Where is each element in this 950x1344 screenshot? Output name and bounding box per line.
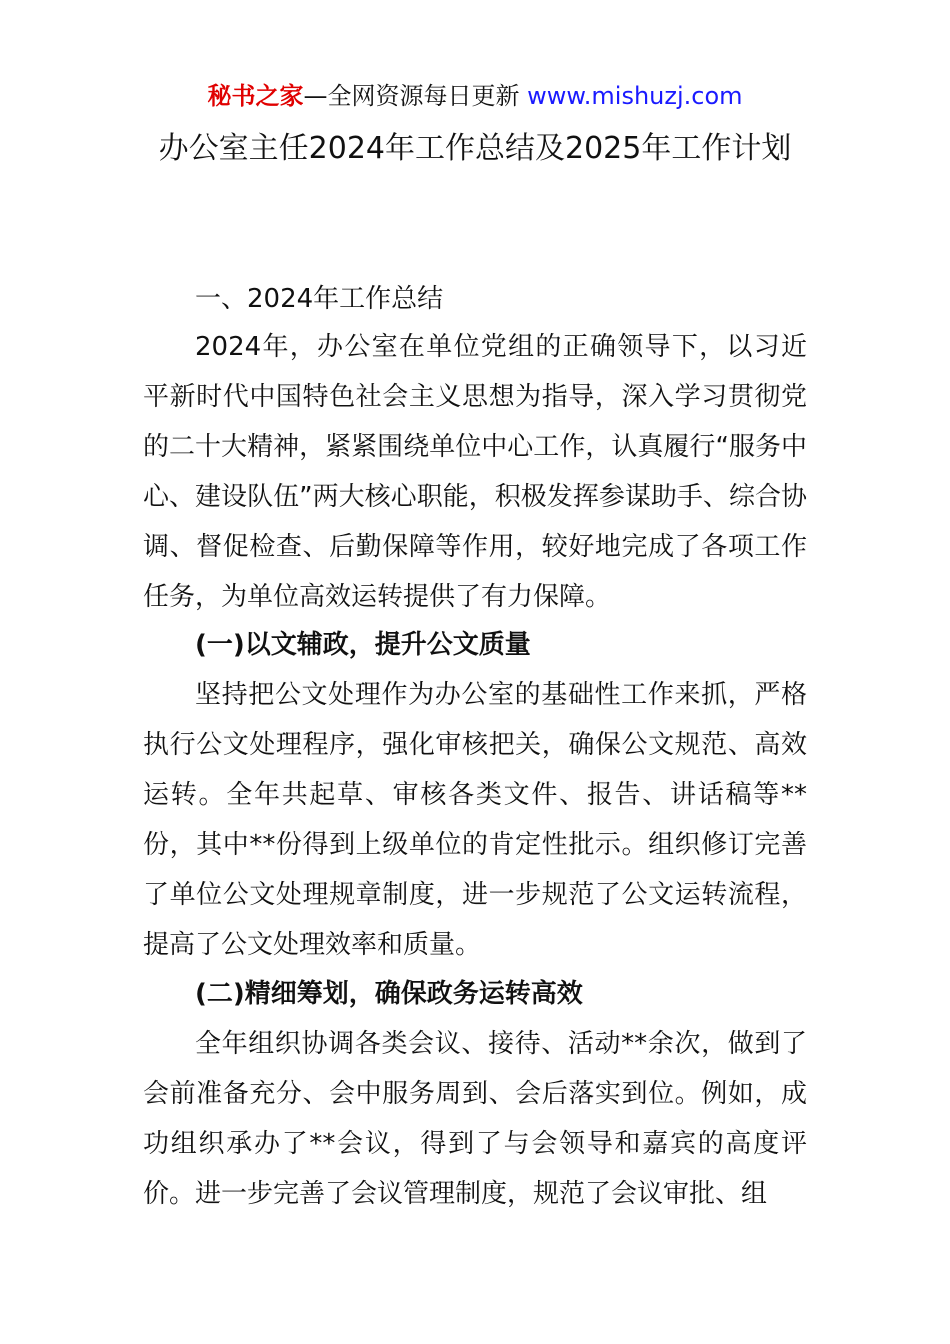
brand-name: 秘书之家 [207,82,304,110]
subsection-heading-1: (一)以文辅政，提升公文质量 [195,630,531,660]
intro-paragraph: 2024年，办公室在单位党组的正确领导下，以习近平新时代中国特色社会主义思想为指导，深入学习贯彻党的二十大精神，紧紧围绕单位中心工作，认真履行“服务中心、建设队伍”两大核心职能，积极发挥参谋助手、综合协调、督促检查、后勤保障等作用，较好地完成了各项工作任务，为单位高效运转提供了有力保障。 [143,332,807,612]
subsection-paragraph-2: 全年组织协调各类会议、接待、活动**余次，做到了会前准备充分、会中服务周到、会后落实到位。例如，成功组织承办了**会议，得到了与会领导和嘉宾的高度评价。进一步完善了会议管理制度，规范了会议审批、组 [143,1029,807,1209]
subsection-paragraph-1: 坚持把公文处理作为办公室的基础性工作来抓，严格执行公文处理程序，强化审核把关，确保公文规范、高效运转。全年共起草、审核各类文件、报告、讲话稿等**份，其中**份得到上级单位的肯定性批示。组织修订完善了单位公文处理规章制度，进一步规范了公文运转流程，提高了公文处理效率和质量。 [143,680,807,960]
site-url-link[interactable]: www.mishuzj.com [527,82,743,110]
section-heading: 一、2024年工作总结 [195,284,444,314]
subsection-heading-2: (二)精细筹划，确保政务运转高效 [195,979,583,1009]
banner-tagline: —全网资源每日更新 [303,82,520,110]
document-title: 办公室主任2024年工作总结及2025年工作计划 [158,131,792,166]
site-banner [0,80,950,112]
